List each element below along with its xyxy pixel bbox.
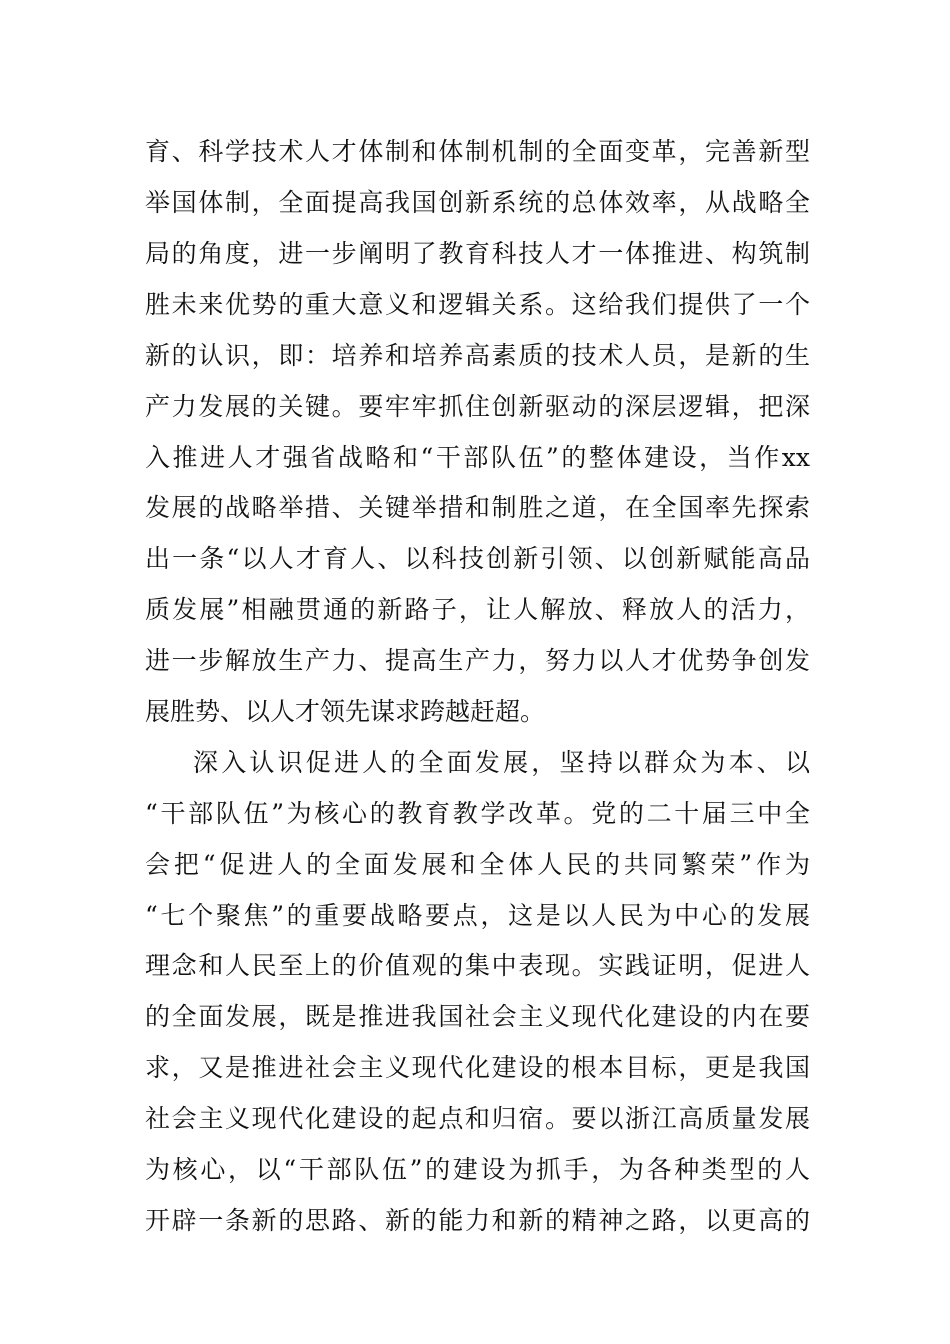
- text-line: 会把“促进人的全面发展和全体人民的共同繁荣”作为: [145, 850, 810, 879]
- text-line: 局的角度，进一步阐明了教育科技人才一体推进、构筑制: [145, 239, 810, 268]
- text-line: 求，又是推进社会主义现代化建设的根本目标，更是我国: [145, 1053, 810, 1082]
- text-line: “干部队伍”为核心的教育教学改革。党的二十届三中全: [145, 799, 810, 828]
- text-line: 理念和人民至上的价值观的集中表现。实践证明，促进人: [145, 951, 810, 980]
- text-line: 发展的战略举措、关键举措和制胜之道，在全国率先探索: [145, 493, 810, 522]
- text-line: 进一步解放生产力、提高生产力，努力以人才优势争创发: [145, 646, 810, 675]
- text-line: 出一条“以人才育人、以科技创新引领、以创新赋能高品: [145, 544, 810, 573]
- text-line: 举国体制，全面提高我国创新系统的总体效率，从战略全: [145, 188, 810, 217]
- paragraph-first-line: 深入认识促进人的全面发展，坚持以群众为本、以: [193, 748, 810, 777]
- text-line: 育、科学技术人才体制和体制机制的全面变革，完善新型: [145, 137, 810, 166]
- text-line: 质发展”相融贯通的新路子，让人解放、释放人的活力，: [145, 595, 810, 624]
- text-line: 展胜势、以人才领先谋求跨越赶超。: [145, 697, 546, 726]
- text-line: 的全面发展，既是推进我国社会主义现代化建设的内在要: [145, 1002, 810, 1031]
- text-line: “七个聚焦”的重要战略要点，这是以人民为中心的发展: [145, 901, 810, 930]
- text-line: 胜未来优势的重大意义和逻辑关系。这给我们提供了一个: [145, 290, 810, 319]
- text-line: 新的认识，即：培养和培养高素质的技术人员，是新的生: [145, 341, 810, 370]
- text-line: 为核心，以“干部队伍”的建设为抓手，为各种类型的人: [145, 1155, 810, 1184]
- text-line: 入推进人才强省战略和“干部队伍”的整体建设，当作xx: [145, 443, 810, 472]
- text-line: 开辟一条新的思路、新的能力和新的精神之路，以更高的: [145, 1206, 810, 1235]
- text-line: 产力发展的关键。要牢牢抓住创新驱动的深层逻辑，把深: [145, 392, 810, 421]
- text-line: 社会主义现代化建设的起点和归宿。要以浙江高质量发展: [145, 1104, 810, 1133]
